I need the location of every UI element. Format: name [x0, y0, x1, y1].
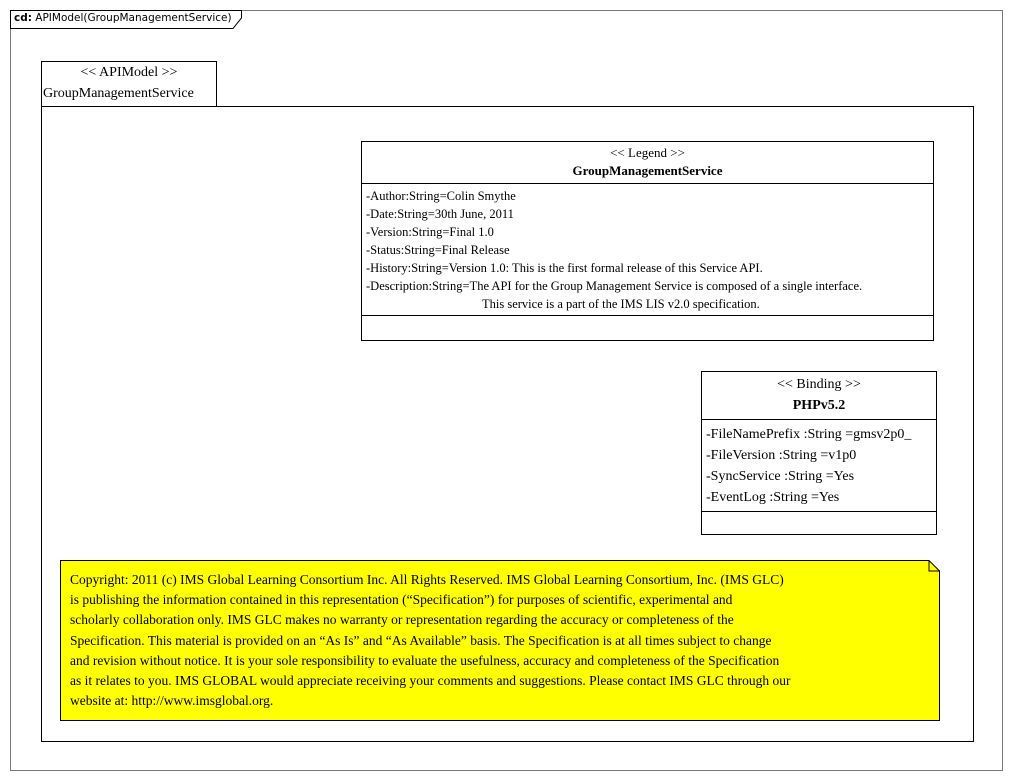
note-line: as it relates to you. IMS GLOBAL would appreciate receiving your comments and suggestions. Please contact IMS GLC through our: [70, 673, 791, 689]
legend-attributes: [362, 184, 933, 316]
legend-attribute: -Date:String=30th June, 2011: [366, 207, 514, 221]
diagram-frame-tab: [10, 10, 242, 29]
binding-attributes: [702, 420, 936, 512]
legend-attribute: -Status:String=Final Release: [366, 243, 510, 257]
legend-header: [362, 142, 933, 184]
note-line: Copyright: 2011 (c) IMS Global Learning Consortium Inc. All Rights Reserved. IMS Global Learning Consortium, Inc. (IMS GLC): [70, 572, 784, 587]
legend-attribute: -Author:String=Colin Smythe: [366, 189, 516, 203]
frame-name: APIModel(GroupManagementService): [35, 12, 232, 24]
note-line: and revision without notice. It is your sole responsibility to evaluate the usefulness, accuracy and completeness of the Specification: [70, 652, 780, 668]
note-line: website at: http://www.imsglobal.org.: [70, 693, 274, 709]
legend-attribute: -Description:String=The API for the Group Management Service is composed of a single interface.: [366, 279, 863, 293]
note-line: Specification. This material is provided on an “As Is” and “As Available” basis. The Specification is at all times subject to change: [70, 632, 772, 648]
binding-attribute: -SyncService :String =Yes: [706, 469, 855, 484]
legend-name: GroupManagementService: [572, 163, 723, 178]
legend-attribute-continuation: This service is a part of the IMS LIS v2.0 specification.: [482, 297, 760, 311]
package-stereotype: << APIModel >>: [80, 65, 178, 80]
copyright-note[interactable]: [60, 560, 940, 721]
binding-attribute: -FileVersion :String =v1p0: [706, 448, 857, 463]
frame-title: [14, 12, 232, 24]
frame-kind: cd:: [14, 12, 32, 24]
package-name: GroupManagementService: [43, 86, 194, 101]
note-line: scholarly collaboration only. IMS GLC makes no warranty or representation regarding the accuracy or completeness of the: [70, 612, 734, 628]
binding-attribute: -FileNamePrefix :String =gmsv2p0_: [706, 427, 912, 442]
binding-stereotype: << Binding >>: [777, 377, 861, 392]
note-text: [70, 570, 930, 711]
binding-class[interactable]: [701, 371, 937, 535]
binding-attribute: -EventLog :String =Yes: [706, 490, 840, 505]
package-tab[interactable]: [41, 61, 217, 107]
note-line: is publishing the information contained in this representation (“Specification”) for purposes of scientific, experimental and: [70, 592, 733, 608]
legend-stereotype: << Legend >>: [610, 145, 685, 160]
legend-attribute: -Version:String=Final 1.0: [366, 225, 494, 239]
binding-header: [702, 372, 936, 420]
binding-name: PHPv5.2: [792, 398, 846, 413]
legend-attribute: -History:String=Version 1.0: This is the first formal release of this Service API.: [366, 261, 763, 275]
legend-class[interactable]: [361, 141, 934, 341]
